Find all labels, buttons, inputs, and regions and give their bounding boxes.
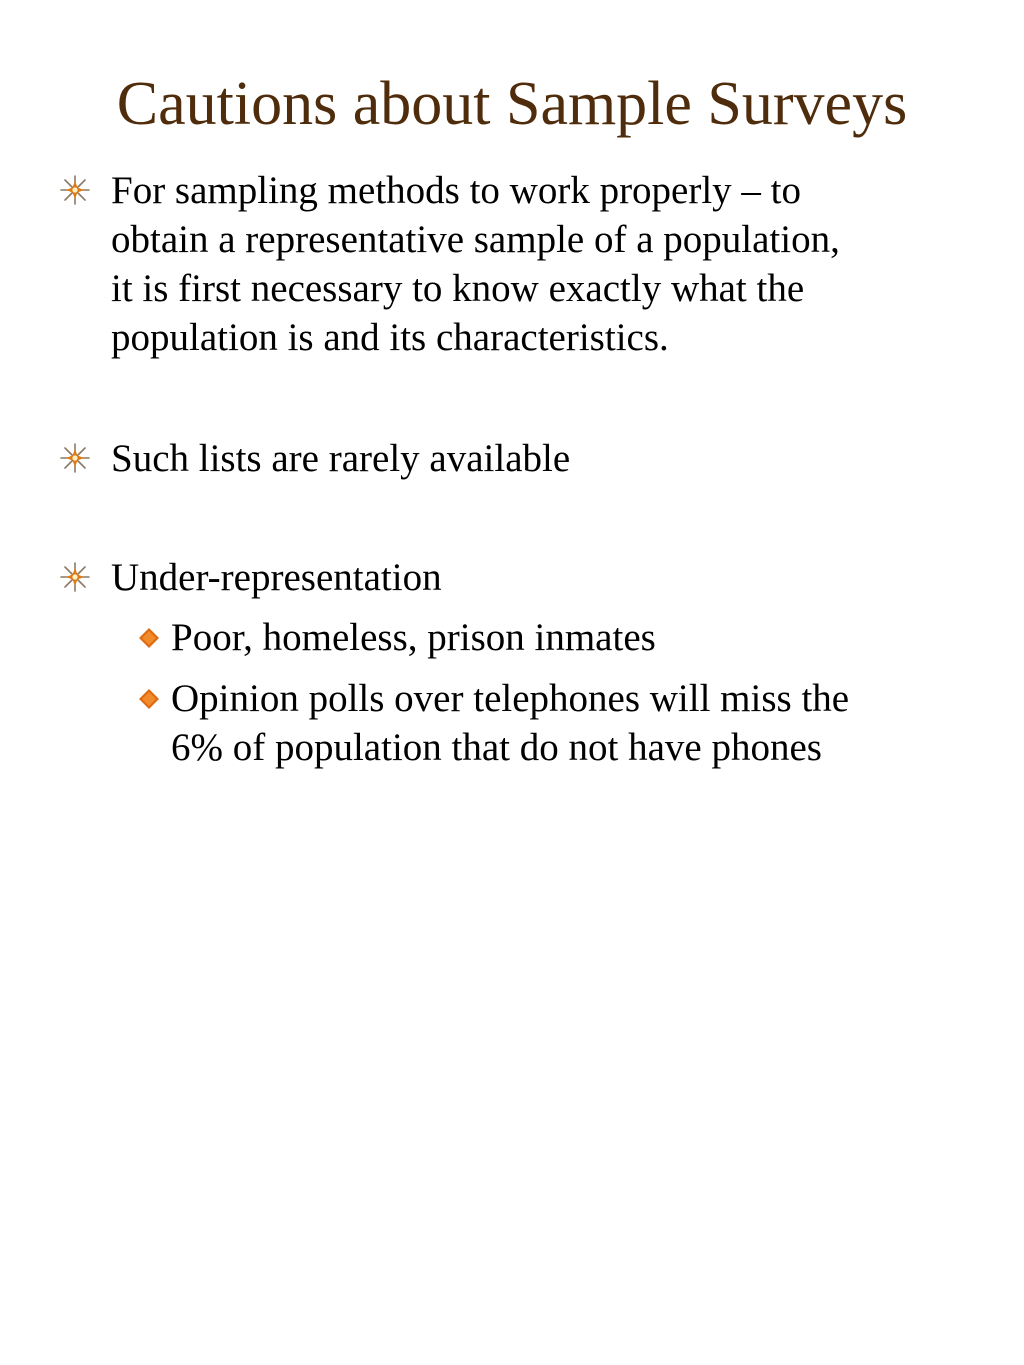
sub-bullet-line: Poor, homeless, prison inmates <box>171 616 656 659</box>
compass-star-icon <box>58 441 92 475</box>
sub-bullet-text <box>171 613 1011 662</box>
bullet-text <box>111 553 991 602</box>
bullet-line: For sampling methods to work properly – to <box>111 169 802 212</box>
bullet-text <box>111 166 991 362</box>
compass-star-icon <box>58 560 92 594</box>
sub-bullet-line: 6% of population that do not have phones <box>171 726 822 769</box>
bullet-line: population is and its characteristics. <box>111 316 669 359</box>
bullet-line: Such lists are rarely available <box>111 437 571 480</box>
bullet-line: Under-representation <box>111 556 442 599</box>
compass-star-icon <box>58 173 92 207</box>
bullet-line: it is first necessary to know exactly what the <box>111 267 805 310</box>
diamond-icon <box>138 627 160 649</box>
bullet-text <box>111 434 991 483</box>
diamond-icon <box>138 688 160 710</box>
slide-title: Cautions about Sample Surveys <box>116 70 908 138</box>
sub-bullet-text <box>171 674 1011 772</box>
sub-bullet-line: Opinion polls over telephones will miss the <box>171 677 850 720</box>
bullet-line: obtain a representative sample of a population, <box>111 218 840 261</box>
